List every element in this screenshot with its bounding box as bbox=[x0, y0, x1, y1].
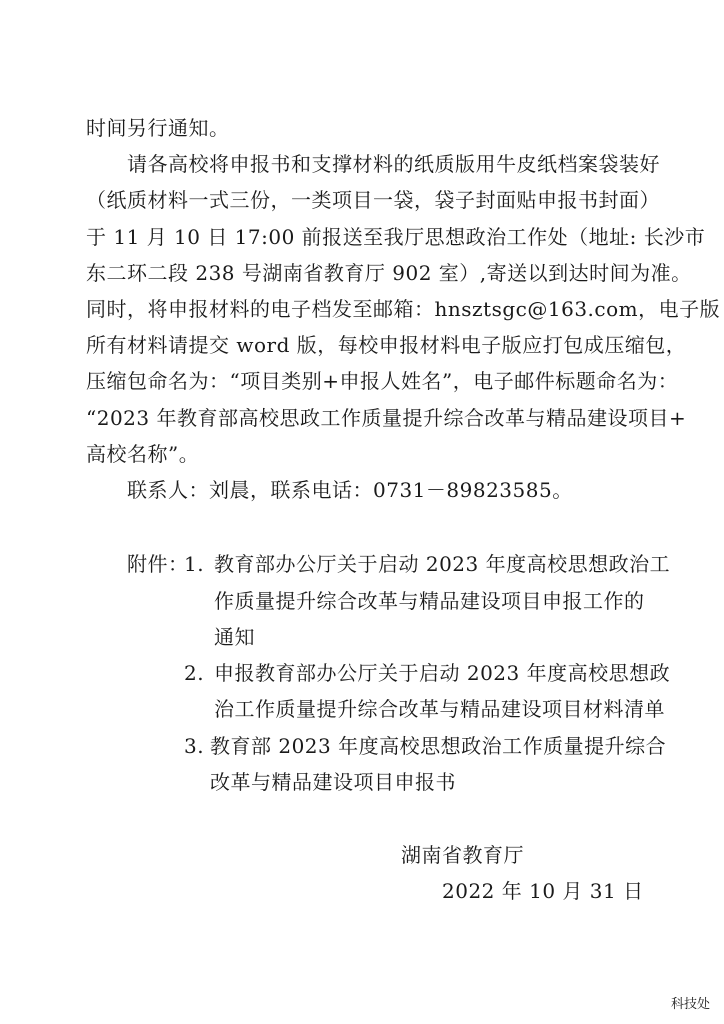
contact-line: 联系人：刘晨，联系电话：0731－89823585。 bbox=[127, 478, 573, 502]
body-line-4: 于 11 月 10 日 17:00 前报送至我厅思想政治工作处（地址: 长沙市 bbox=[86, 225, 706, 249]
body-line-2: 请各高校将申报书和支撑材料的纸质版用牛皮纸档案袋装好 bbox=[127, 152, 660, 176]
body-line-1: 时间另行通知。 bbox=[86, 116, 230, 140]
body-line-9: “2023 年教育部高校思政工作质量提升综合改革与精品建设项目+ bbox=[86, 406, 687, 430]
body-line-3: （纸质材料一式三份，一类项目一袋，袋子封面贴申报书封面） bbox=[86, 188, 660, 212]
body-line-7: 所有材料请提交 word 版，每校申报材料电子版应打包成压缩包， bbox=[86, 333, 687, 357]
body-line-5: 东二环二段 238 号湖南省教育厅 902 室）,寄送以到达时间为准。 bbox=[86, 261, 692, 285]
attachment-2-line-2: 治工作质量提升综合改革与精品建设项目材料清单 bbox=[214, 697, 665, 721]
attachments-label: 附件： bbox=[127, 552, 189, 576]
body-line-10: 高校名称”。 bbox=[86, 442, 200, 466]
attachment-2-line-1: 申报教育部办公厅关于启动 2023 年度高校思想政 bbox=[214, 661, 671, 685]
body-line-8: 压缩包命名为：“项目类别+申报人姓名”，电子邮件标题命名为： bbox=[86, 369, 679, 393]
attachment-1-line-1: 教育部办公厅关于启动 2023 年度高校思想政治工 bbox=[214, 552, 671, 576]
attachment-1-line-3: 通知 bbox=[214, 625, 255, 649]
attachment-3-line-2: 改革与精品建设项目申报书 bbox=[210, 770, 456, 794]
attachment-1-line-2: 作质量提升综合改革与精品建设项目申报工作的 bbox=[214, 589, 645, 613]
attachment-3-number: 3. bbox=[184, 734, 205, 758]
attachment-2-number: 2. bbox=[184, 661, 205, 685]
signature-org: 湖南省教育厅 bbox=[401, 843, 524, 867]
signature-date: 2022 年 10 月 31 日 bbox=[442, 879, 644, 903]
attachment-3-line-1: 教育部 2023 年度高校思想政治工作质量提升综合 bbox=[210, 734, 667, 758]
footer-department-mark: 科技处 bbox=[670, 997, 710, 1012]
body-line-6: 同时，将申报材料的电子档发至邮箱：hnsztsgc@163.com，电子版 bbox=[86, 297, 721, 321]
attachment-1-number: 1. bbox=[184, 552, 205, 576]
